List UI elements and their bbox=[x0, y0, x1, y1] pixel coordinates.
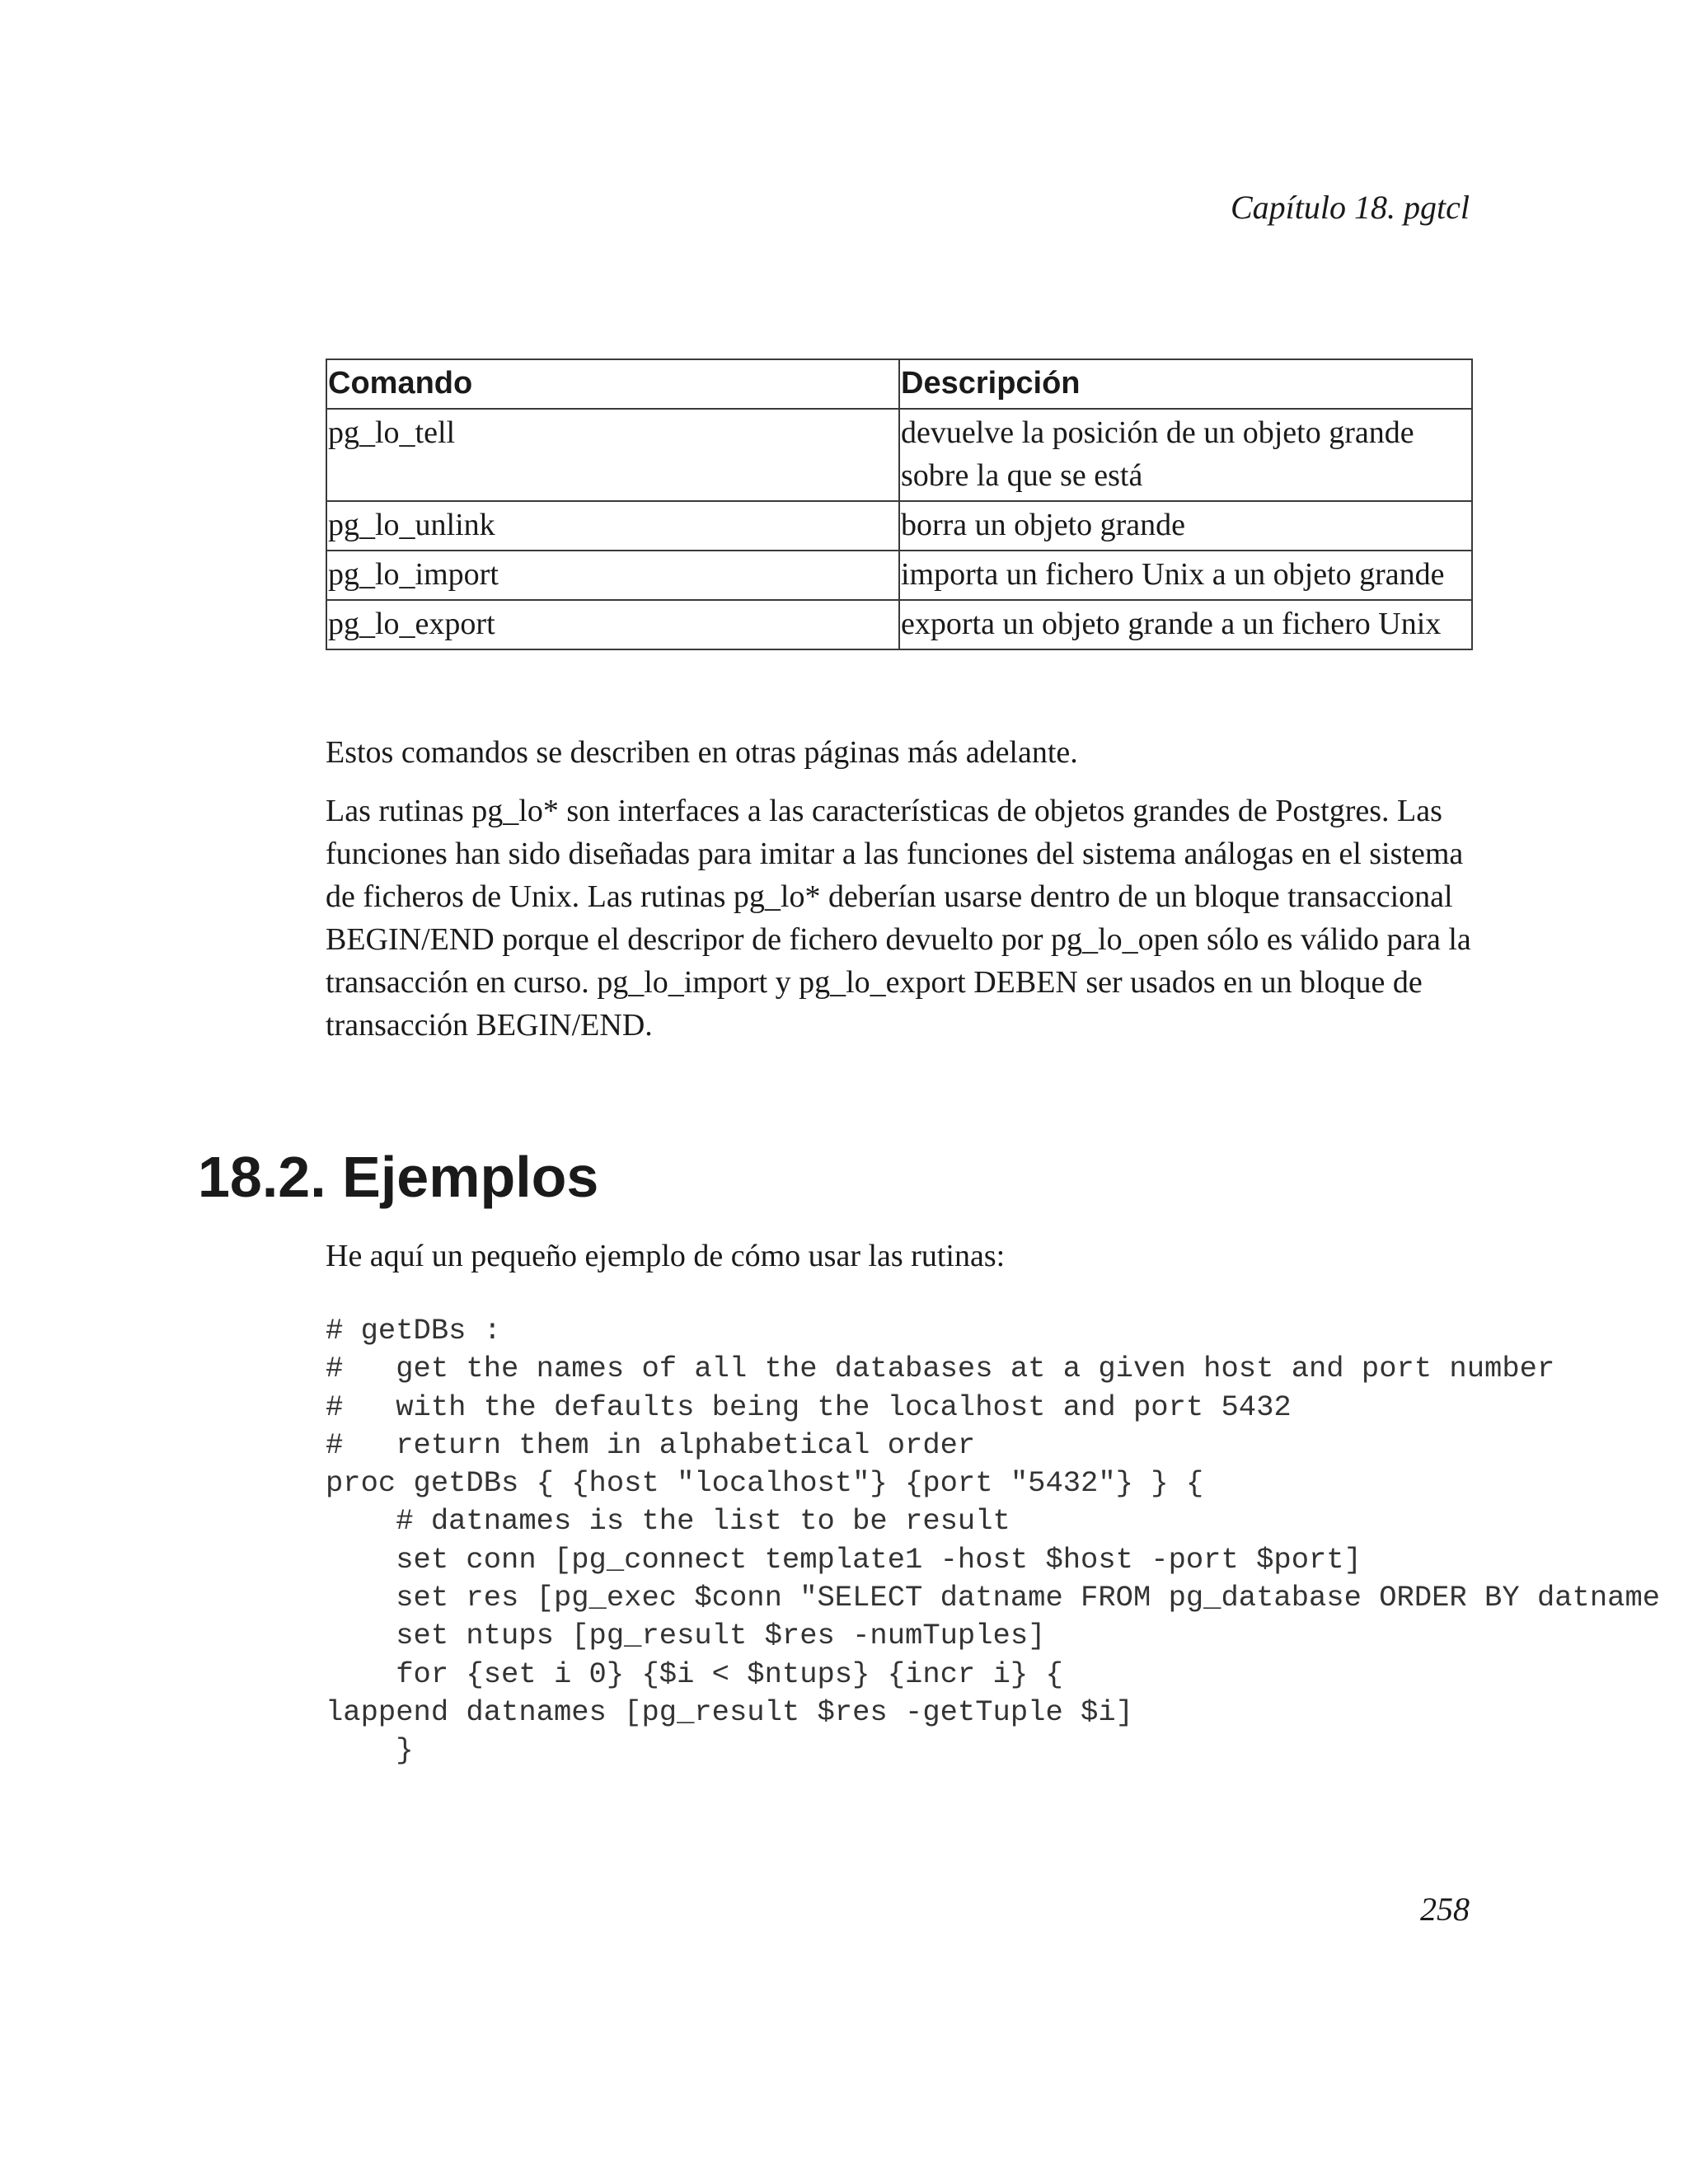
commands-table bbox=[326, 359, 1473, 650]
command-cell: pg_lo_unlink bbox=[326, 501, 899, 551]
running-header: Capítulo 18. pgtcl bbox=[1231, 189, 1470, 226]
table-header-row bbox=[326, 359, 1472, 409]
table-row bbox=[326, 600, 1472, 649]
command-cell: pg_lo_import bbox=[326, 551, 899, 600]
paragraph-commands-note: Estos comandos se describen en otras páginas más adelante. bbox=[326, 735, 1078, 770]
table-row bbox=[326, 551, 1472, 600]
paragraph-example-intro: He aquí un pequeño ejemplo de cómo usar las rutinas: bbox=[326, 1239, 1006, 1273]
command-cell: pg_lo_export bbox=[326, 600, 899, 649]
table-row bbox=[326, 409, 1472, 501]
column-header-command: Comando bbox=[326, 359, 899, 409]
code-example: # getDBs : # get the names of all the databases at a given host and port number # with the defaults being the localhost and port 5432 # return them in alphabetical order proc getDBs { {host "localhost"} {port "5432"} } { # datnames is the list to be result set conn [pg_connect template1 -host $host -port $port] set res [pg_exec $conn "SELECT datname FROM pg_database ORDER BY datname set ntups [pg_result $res -numTuples] for {set i 0} {$i < $ntups} {incr i} { lappend datnames [pg_result $res -getTuple $i] } bbox=[326, 1314, 1661, 1768]
description-cell: exporta un objeto grande a un fichero Unix bbox=[899, 600, 1472, 649]
command-cell: pg_lo_tell bbox=[326, 409, 899, 501]
column-header-description: Descripción bbox=[899, 359, 1472, 409]
section-title: 18.2. Ejemplos bbox=[198, 1145, 599, 1209]
paragraph-pg-lo-description: Las rutinas pg_lo* son interfaces a las características de objetos grandes de Postgres. Las funciones han sido diseñadas para imitar a las funciones del sistema análogas en el sistema de ficheros de Unix. Las rutinas pg_lo* deberían usarse dentro de un bloque transaccional BEGIN/END porque el descripor de fichero devuelto por pg_lo_open sólo es válido para la transacción en curso. pg_lo_import y pg_lo_export DEBEN ser usados en un bloque de transacción BEGIN/END. bbox=[326, 794, 1471, 1043]
page-number: 258 bbox=[1420, 1891, 1470, 1928]
table-row bbox=[326, 501, 1472, 551]
description-cell: devuelve la posición de un objeto grande sobre la que se está bbox=[899, 409, 1472, 501]
description-cell: importa un fichero Unix a un objeto grande bbox=[899, 551, 1472, 600]
description-cell: borra un objeto grande bbox=[899, 501, 1472, 551]
